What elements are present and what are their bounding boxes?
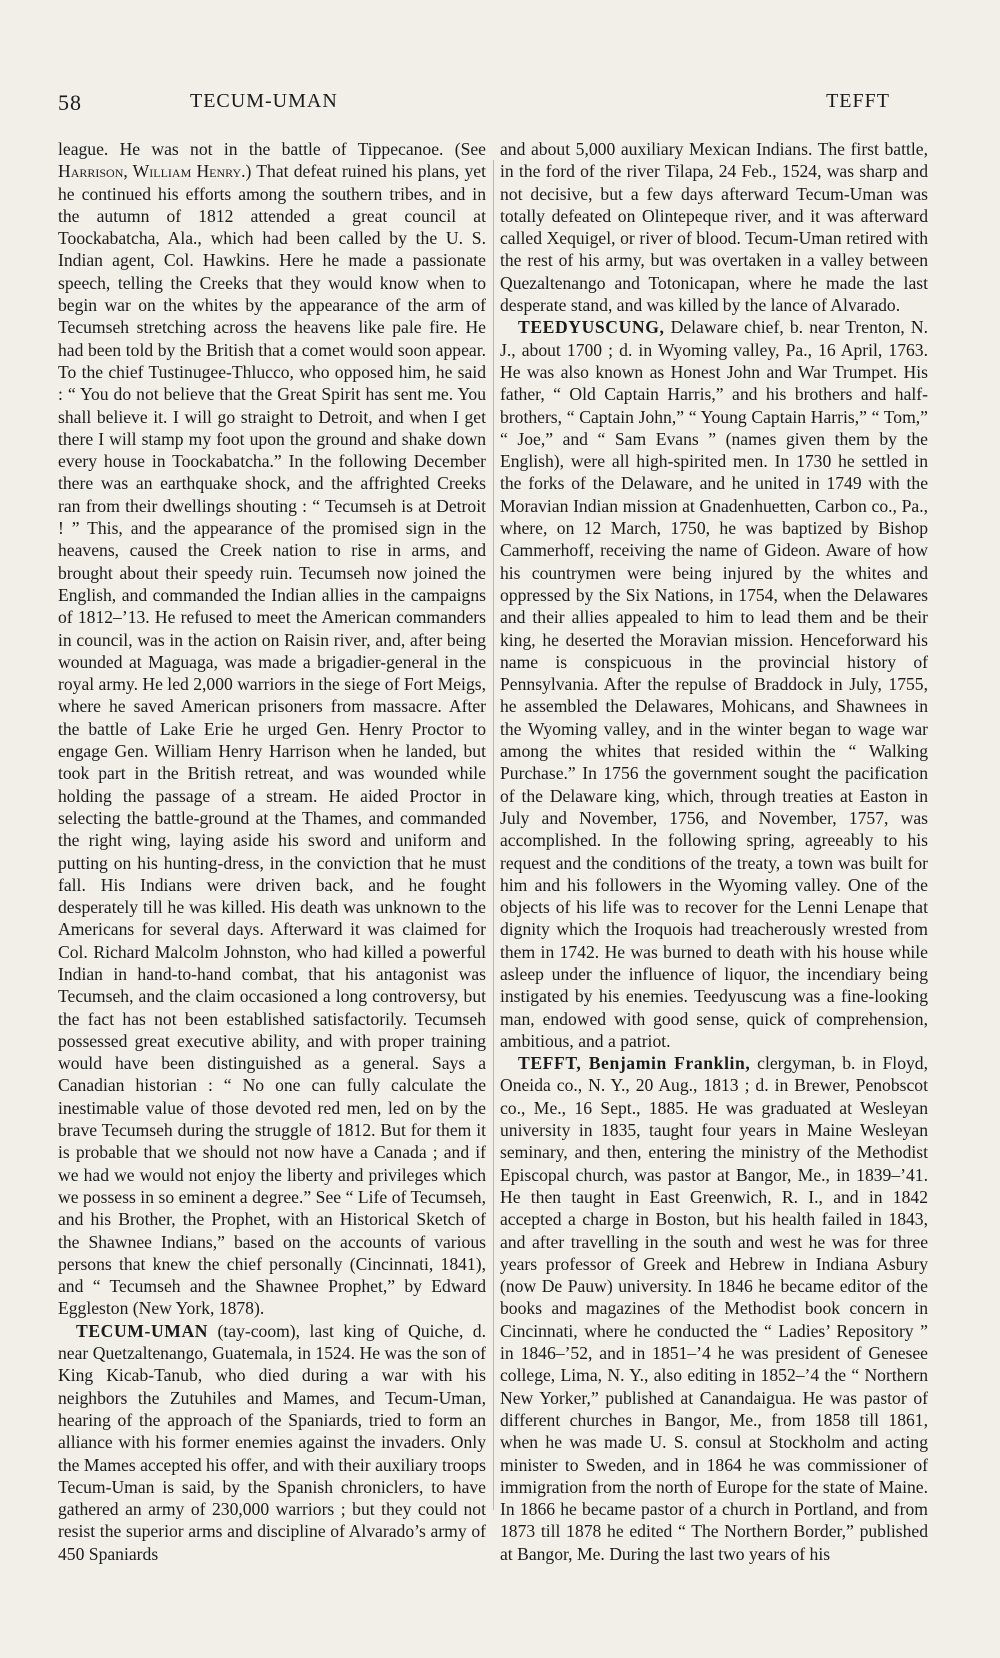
entry-body: Delaware chief, b. near Trenton, N. J., about 1700 ; d. in Wyoming valley, Pa., 16 April, 1763. He was also known as Honest John and War Trumpet. His father, “ Old Captain Harris,” and his brothers and half-brothers, “ Captain John,” “ Young Captain Harris,” “ Tom,” “ Joe,” and “ Sam Evans ” (names given them by the English), were all high-spirited men. In 1730 he settled in the forks of the Delaware, and he united in 1749 with the Moravian Indian mission at Gnadenhuetten, Carbon co., Pa., where, on 12 March, 1750, he was baptized by Bishop Cammerhoff, receiving the name of Gideon. Aware of how his countrymen were being injured by the whites and oppressed by the Six Nations, in 1754, when the Delawares and their allies appealed to him to lead them and be their king, he deserted the Moravian mission. Henceforward his name is conspicuous in the provincial history of Pennsylvania. After the repulse of Braddock in July, 1755, he assembled the Delawares, Mohicans, and Shawnees in the Wyoming valley, and in the winter began to wage war among the whites that resided within the “ Walking Purchase.” In 1756 the government sought the pacification of the Delaware king, which, through treaties at Easton in July and November, 1756, and November, 1757, was accomplished. In the following spring, agreeably to his request and the conditions of the treaty, a town was built for him and his followers in the Wyoming valley. One of the objects of his life was to recover for the Lenni Lenape that dignity which the Iroquois had treacherously wrested from them in 1742. He was burned to death with his house while asleep under the influence of liquor, the incendiary being instigated by his enemies. Teedyuscung was a fine-looking man, endowed with good sense, quick of comprehension, ambitious, and a patriot. — [500, 317, 928, 1051]
paragraph-text: .) That defeat ruined his plans, yet he continued his efforts among the southern tribes, and in the autumn of 1812 attended a great council at Toockabatcha, Ala., which had been called by the U. S. Indian agent, Col. Hawkins. Here he made a passionate speech, telling the Creeks that they would know when to begin war on the whites by the appearance of the arm of Tecumseh stretching across the heavens like pale fire. He had been told by the British that a comet would soon appear. To the chief Tustinugee-Thlucco, who opposed him, he said : “ You do not believe that the Great Spirit has sent me. You shall believe it. I will go straight to Detroit, and when I get there I will stamp my foot upon the ground and shake down every house in Toockabatcha.” In the following December there was an earthquake shock, and the affrighted Creeks ran from their dwellings shouting : “ Tecumseh is at Detroit ! ” This, and the appearance of the promised sign in the heavens, caused the Creek nation to rise in arms, and brought about their speedy ruin. Tecumseh now joined the English, and commanded the Indian allies in the campaigns of 1812–’13. He refused to meet the American commanders in council, was in the action on Raisin river, and, after being wounded at Maguaga, was made a brigadier-general in the royal army. He led 2,000 warriors in the siege of Fort Meigs, where he saved American prisoners from massacre. After the battle of Lake Erie he urged Gen. Henry Proctor to engage Gen. William Henry Harrison when he landed, but took part in the British retreat, and was wounded while holding the passage of a stream. He aided Proctor in selecting the battle-ground at the Thames, and commanded the right wing, laying aside his sword and uniform and putting on his hunting-dress, in the conviction that he must fall. His Indians were driven back, and he fought desperately till he was killed. His death was unknown to the Americans for several days. Afterward it was claimed for Col. Richard Malcolm Johnston, who had killed a powerful Indian in hand-to-hand combat, that his antagonist was Tecumseh, and the claim occasioned a long controversy, but the fact has not been established satisfactorily. Tecumseh possessed great executive ability, and with proper training would have been distinguished as a general. Says a Canadian historian : “ No one can fully calculate the inestimable value of those devoted red men, led on by the brave Tecumseh during the struggle of 1812. But for them it is probable that we should not now have a Canada ; and if we had we would not enjoy the liberty and privileges which we possess in so eminent a degree.” See “ Life of Tecumseh, and his Brother, the Prophet, with an Historical Sketch of the Shawnee Indians,” based on the accounts of various persons that knew the chief personally (Cincinnati, 1841), and “ Tecumseh and the Shawnee Prophet,” by Edward Eggleston (New York, 1878). — [58, 161, 486, 1319]
tecum-uman-entry — [58, 1320, 486, 1565]
tecum-uman-continuation-paragraph: and about 5,000 auxiliary Mexican Indians. The first battle, in the ford of the river Tilapa, 24 Feb., 1524, was sharp and not decisive, but a few days afterward Tecum-Uman was totally defeated on Olintepeque river, and it was afterward called Xequigel, or river of blood. Tecum-Uman retired with the rest of his army, but was overtaken in a valley between Quezaltenango and Totonicapan, where he made the last desperate stand, and was killed by the lance of Alvarado. — [500, 139, 928, 316]
left-column — [58, 138, 486, 1565]
left-running-head: TECUM-UMAN — [190, 90, 338, 112]
cross-reference: Harrison, William Henry — [58, 161, 242, 182]
entry-headword: TECUM-UMAN — [76, 1320, 209, 1341]
teedyuscung-entry — [500, 316, 928, 1052]
paragraph-text: league. He was not in the battle of Tippecanoe. (See — [58, 139, 486, 159]
entry-headword: TEFFT, Benjamin Franklin, — [518, 1053, 751, 1074]
column-divider — [493, 160, 494, 1510]
running-head — [40, 84, 960, 114]
right-column — [500, 138, 928, 1565]
right-running-head: TEFFT — [826, 90, 890, 112]
tefft-entry — [500, 1052, 928, 1565]
entry-body: (tay-coom), last king of Quiche, d. near Quetzaltenango, Guatemala, in 1524. He was the son of King Kicab-Tanub, who died during a war with his neighbors the Zutuhiles and Mames, and Tecum-Uman, hearing of the approach of the Spaniards, tried to form an alliance with his former enemies against the invaders. Only the Mames accepted his offer, and with their auxiliary troops Tecum-Uman is said, by the Spanish chroniclers, to have gathered an army of 230,000 warriors ; but they could not resist the superior arms and discipline of Alvarado’s army of 450 Spaniards — [58, 1320, 486, 1564]
page-number: 58 — [58, 90, 82, 115]
entry-headword: TEEDYUSCUNG, — [518, 317, 665, 338]
entry-body: clergyman, b. in Floyd, Oneida co., N. Y., 20 Aug., 1813 ; d. in Brewer, Penobscot co., Me., 16 Sept., 1885. He was graduated at Wesleyan university in 1835, taught four years in Maine Wesleyan seminary, and then, entering the ministry of the Methodist Episcopal church, was pastor at Bangor, Me., in 1839–’41. He then taught in East Greenwich, R. I., and in 1842 accepted a charge in Boston, but his health failed in 1843, and after travelling in the south and west he was for three years professor of Greek and Hebrew in Indiana Asbury (now De Pauw) university. In 1846 he became editor of the books and magazines of the Methodist book concern in Cincinnati, where he conducted the “ Ladies’ Repository ” in 1846–’52, and in 1851–’4 he was president of Genesee college, Lima, N. Y., also editing in 1852–’4 the “ Northern New Yorker,” published at Canandaigua. He was pastor of different churches in Bangor, Me., from 1858 till 1861, when he was made U. S. consul at Stockholm and acting minister to Sweden, and in 1864 he was commissioner of immigration from the north of Europe for the state of Maine. In 1866 he became pastor of a church in Portland, and from 1873 till 1878 he edited “ The Northern Border,” published at Bangor, Me. During the last two years of his — [500, 1053, 928, 1564]
tecumseh-continuation-paragraph — [58, 138, 486, 1320]
